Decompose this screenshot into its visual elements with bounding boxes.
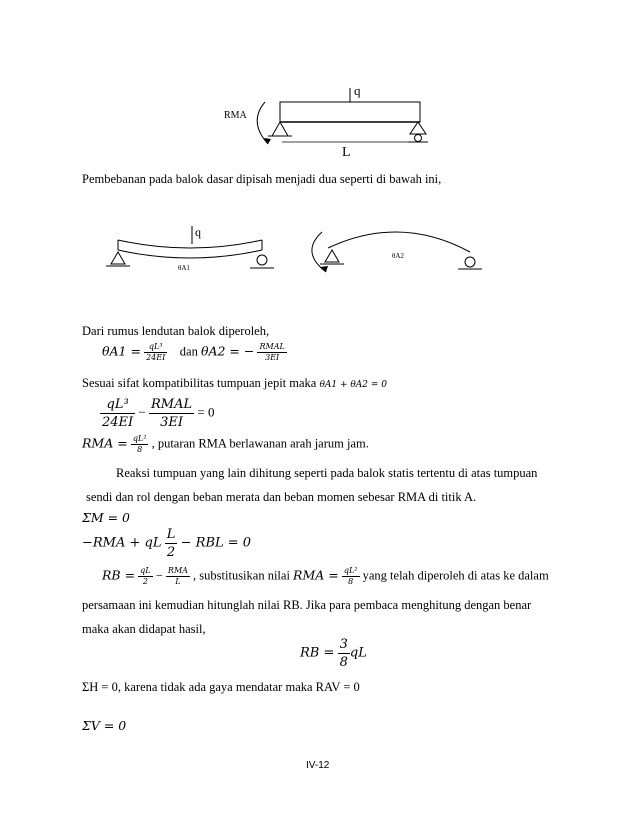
paragraph-5: persamaan ini kemudian hitunglah nilai RB. Jika para pembaca menghitung dengan benar	[82, 598, 532, 612]
moment-arc-2	[312, 232, 326, 272]
equation-rma: RMA = $\frac{\text{qL²}}{8}$ , putaran RMA berlawanan arah jarum jam.	[82, 434, 369, 454]
equation-rb: RB = $\frac{qL}{2}$ − $\frac{\text{RMA}}{L}$ , substitusikan nilai RMA = $\frac{\text{qL²}}{8}$ yang telah diperoleh di atas ke dalam	[102, 566, 549, 586]
paragraph-6: maka akan didapat hasil,	[82, 622, 206, 636]
equation-rb-result: RB = $\frac{3}{8}$ qL	[300, 637, 367, 670]
span-label-L: L	[342, 145, 351, 160]
moment-arc	[257, 102, 268, 144]
equation-moment: −RMA + qL $\frac{L}{2}$ − RBL = 0	[82, 527, 252, 560]
eq1-dan: dan	[179, 344, 198, 359]
eq1-lhs1: θA1 =	[102, 343, 141, 359]
equation-sum-m: ΣM = 0	[82, 510, 131, 525]
eq1-lhs2: θA2 = −	[200, 343, 255, 359]
load-label-q: q	[354, 83, 361, 98]
moment-label-rma: RMA	[224, 110, 247, 121]
page-number: IV-12	[306, 760, 330, 771]
equation-sum-h: ΣH = 0, karena tidak ada gaya mendatar maka RAV = 0	[82, 680, 360, 694]
paragraph-3: Sesuai sifat kompatibilitas tumpuan jepit maka θA1 + θA2 = 0	[82, 376, 388, 390]
equation-compat: $\frac{\text{qL³}}{24EI}$ − $\frac{\text{RMAL}}{3EI}$ = 0	[102, 397, 215, 430]
paragraph-1: Pembebanan pada balok dasar dipisah menjadi dua seperti di bawah ini,	[82, 172, 442, 186]
distributed-load-block	[280, 102, 420, 122]
deflected-beam-1	[118, 240, 262, 248]
load-label-q2: q	[195, 225, 201, 239]
paragraph-2: Dari rumus lendutan balok diperoleh,	[82, 324, 270, 338]
equation-sum-v: ΣV = 0	[82, 718, 127, 733]
paragraph-4b: sendi dan rol dengan beban merata dan beban momen sebesar RMA di titik A.	[86, 490, 477, 504]
equation-theta	[102, 342, 287, 363]
eq1-frac2: $\frac{\text{RMAL}}{3EI}$	[259, 342, 285, 362]
paragraph-4: Reaksi tumpuan yang lain dihitung seperti pada balok statis tertentu di atas tumpuan	[116, 466, 538, 480]
eq1-frac1: $\frac{\text{qL³}}{24EI}$	[146, 342, 166, 362]
beam-figure-2	[100, 222, 500, 284]
pin-support-left	[272, 122, 288, 136]
beam-figure-1	[220, 80, 440, 160]
theta-a2-label: θA2	[392, 252, 404, 260]
theta-a1-label: θA1	[178, 264, 190, 272]
roller-support-right	[410, 122, 426, 134]
